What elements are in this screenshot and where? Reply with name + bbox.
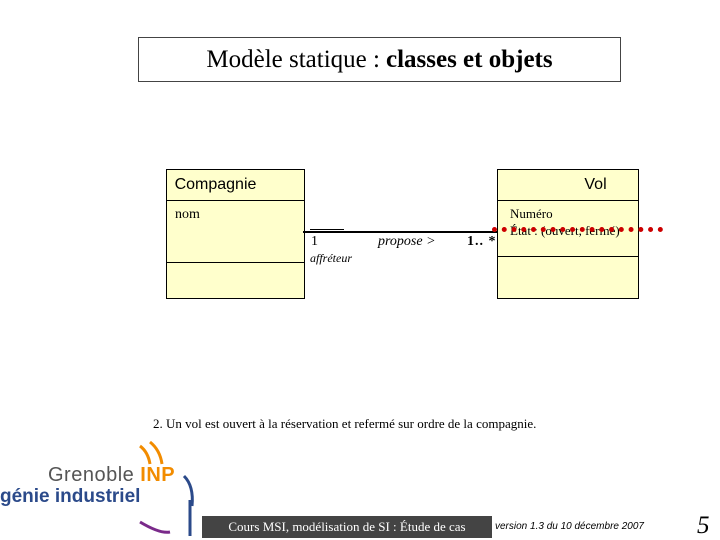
footer-course-title: Cours MSI, modélisation de SI : Étude de cas bbox=[202, 516, 492, 538]
class-vol[interactable] bbox=[497, 169, 639, 299]
logo-inp: INP bbox=[140, 464, 176, 486]
multiplicity-compagnie: 1 bbox=[311, 234, 318, 249]
attribute-nom: nom bbox=[175, 207, 200, 222]
class-compagnie-name: Compagnie bbox=[167, 170, 304, 201]
association-line bbox=[303, 231, 497, 233]
multiplicity-vol: 1.. * bbox=[467, 234, 497, 249]
class-compagnie-attributes bbox=[167, 201, 304, 263]
association-role-tick bbox=[310, 229, 344, 230]
grenoble-inp-logo bbox=[0, 440, 200, 540]
logo-genie-industriel: génie industriel bbox=[0, 486, 141, 507]
title-bold: classes et objets bbox=[385, 45, 553, 73]
page-number: 5 bbox=[697, 512, 710, 539]
association-name: propose > bbox=[378, 234, 436, 249]
class-compagnie[interactable] bbox=[166, 169, 305, 299]
highlight-dotted-line bbox=[492, 227, 663, 232]
attribute-numero: Numéro bbox=[510, 206, 553, 221]
caption-text: 2. Un vol est ouvert à la réservation et refermé sur ordre de la compagnie. bbox=[153, 416, 537, 431]
logo-grenoble: Grenoble bbox=[48, 464, 135, 486]
class-vol-name: Vol bbox=[498, 170, 638, 201]
slide-title bbox=[138, 37, 621, 82]
title-regular: Modèle statique : bbox=[206, 45, 380, 73]
role-affreteur: affréteur bbox=[310, 251, 352, 265]
logo-grenoble-text bbox=[48, 464, 175, 487]
attribute-etat: État : (ouvert, fermé) bbox=[510, 223, 620, 238]
footer-version: version 1.3 du 10 décembre 2007 bbox=[495, 521, 644, 532]
